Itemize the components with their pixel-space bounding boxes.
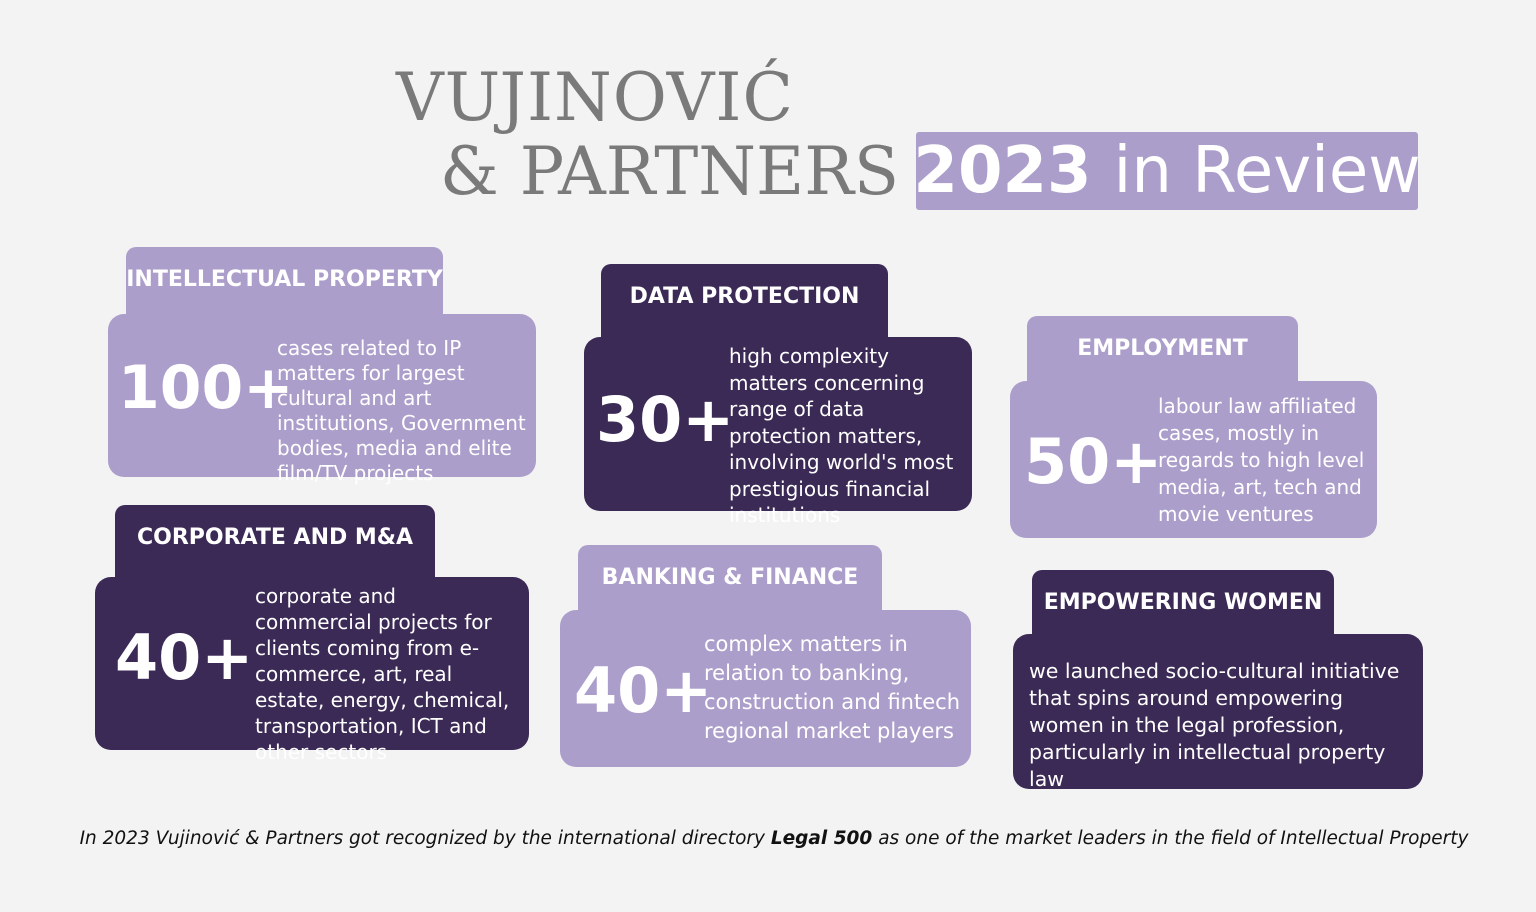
banking-number: 40+ [574, 654, 713, 727]
empowering-women-card [1013, 634, 1423, 789]
data-protection-description: high complexity matters concerning range of data protection matters, involving world's most prestigious financial institutions [729, 344, 954, 527]
ip-description: cases related to IP matters for largest cultural and art institutions, Government bodies, media and elite film/TV projects [277, 336, 526, 485]
ip-card [108, 314, 536, 485]
footer-legal500: Legal 500 [770, 828, 873, 849]
footer-text-before: In 2023 Vujinović & Partners got recognized by the international directory [79, 828, 771, 849]
ip-number: 100+ [118, 353, 294, 423]
corporate-card [95, 577, 529, 764]
banking-card [560, 610, 971, 767]
empowering-women-label: EMPOWERING WOMEN [1043, 590, 1323, 615]
page-title [913, 132, 1421, 210]
banking-label: BANKING & FINANCE [601, 565, 859, 590]
data-protection-card [584, 337, 972, 527]
data-protection-number: 30+ [596, 383, 735, 456]
employment-card [1010, 381, 1377, 538]
title-rest: in Review [1113, 134, 1421, 208]
corporate-number: 40+ [115, 621, 254, 694]
employment-number: 50+ [1024, 425, 1163, 498]
employment-description: labour law affiliated cases, mostly in regards to high level media, art, tech and movie ventures [1158, 394, 1365, 526]
data-protection-label: DATA PROTECTION [629, 284, 860, 309]
logo-line-1: VUJINOVIĆ [396, 59, 794, 136]
corporate-label: CORPORATE AND M&A [136, 525, 414, 550]
ip-label: INTELLECTUAL PROPERTY [126, 267, 443, 292]
title-year: 2023 [913, 134, 1092, 208]
footer-text-after: as one of the market leaders in the field of Intellectual Property [872, 828, 1469, 849]
footer-note [0, 828, 1536, 849]
corporate-description: corporate and commercial projects for clients coming from e-commerce, art, real estate, energy, chemical, transportation, ICT and other sectors [255, 584, 510, 764]
empowering-women-description: we launched socio-cultural initiative that spins around empowering women in the legal profession, particularly in intellectual property law [1029, 659, 1400, 791]
banking-description: complex matters in relation to banking, construction and fintech regional market players [704, 632, 960, 743]
employment-label: EMPLOYMENT [1077, 336, 1248, 361]
logo-line-2: & PARTNERS [440, 133, 900, 210]
